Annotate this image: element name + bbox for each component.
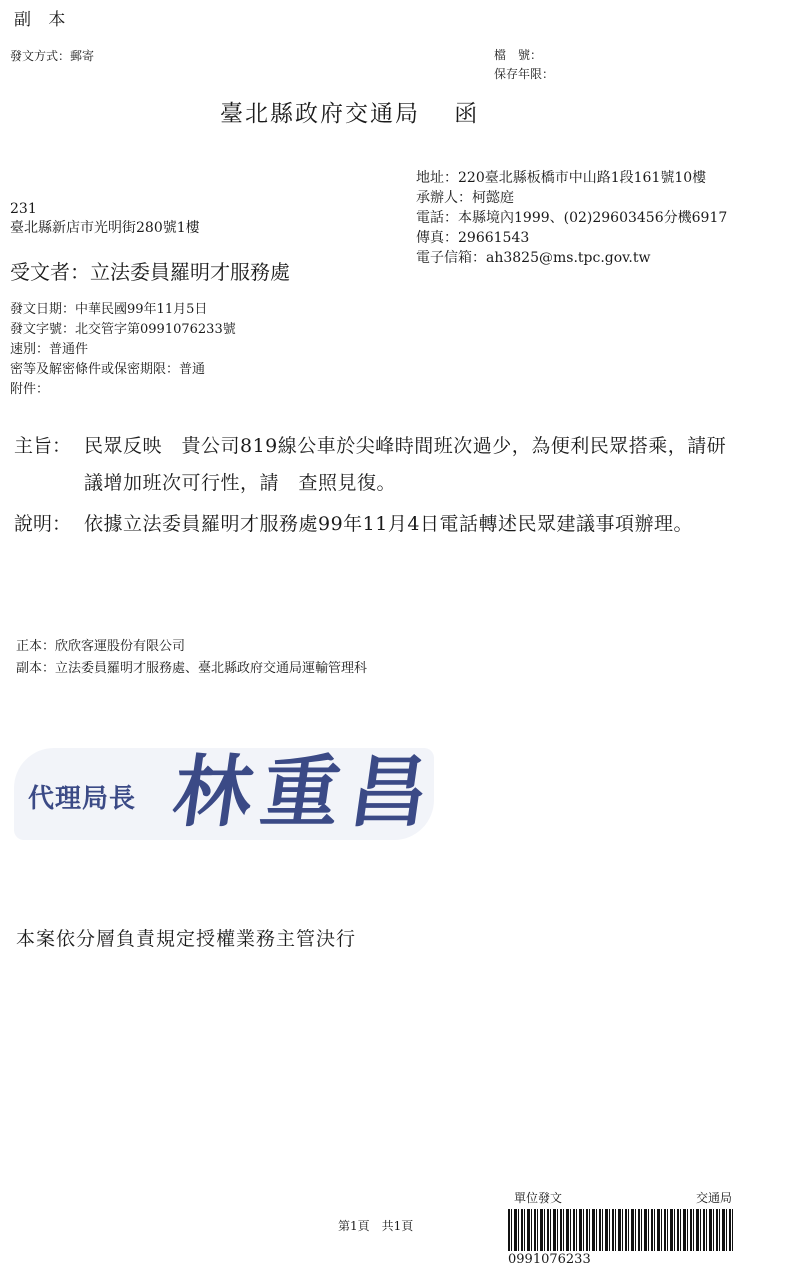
sender-fax: 傳真：29661543 xyxy=(416,230,530,246)
archive-block xyxy=(494,46,554,84)
barcode-number: 0991076233 xyxy=(508,1252,591,1267)
subject-label: 主旨： xyxy=(14,435,72,457)
sender-info xyxy=(416,168,727,268)
primary-recipient: 正本：欣欣客運股份有限公司 xyxy=(16,639,186,654)
signature-name: 林重昌 xyxy=(167,747,445,838)
copy-mark: 副 本 xyxy=(14,10,72,30)
security-level: 密等及解密條件或保密期限：普通 xyxy=(10,362,206,377)
description-paragraph xyxy=(14,506,744,543)
subject-text: 民眾反映 貴公司819線公車於尖峰時間班次過少，為便利民眾搭乘，請研議增加班次可行性，請 查照見復。 xyxy=(84,435,727,494)
unit-label: 單位發文 xyxy=(514,1191,563,1205)
signature-stamp xyxy=(14,738,445,848)
document-number: 發文字號：北交管字第0991076233號 xyxy=(10,322,236,337)
description-label: 說明： xyxy=(14,513,72,535)
archive-no-label: 檔 號： xyxy=(494,48,543,62)
barcode xyxy=(508,1209,734,1251)
sender-phone: 電話：本縣境內1999、(02)29603456分機6917 xyxy=(416,210,728,226)
barcode-box xyxy=(504,1190,736,1270)
issue-date: 發文日期：中華民國99年11月5日 xyxy=(10,302,208,317)
barcode-labels xyxy=(504,1190,736,1206)
page-info: 第1頁 共1頁 xyxy=(338,1219,414,1233)
sender-email: 電子信箱：ah3825@ms.tpc.gov.tw xyxy=(416,250,651,266)
signature-title: 代理局長 xyxy=(28,784,137,814)
carbon-copy: 副本：立法委員羅明才服務處、臺北縣政府交通局運輸管理科 xyxy=(16,661,368,676)
document-title: 臺北縣政府交通局 函 xyxy=(220,101,480,127)
distribution-block xyxy=(16,636,367,680)
meta-block xyxy=(10,300,236,400)
attachment: 附件： xyxy=(10,382,50,397)
retention-label: 保存年限： xyxy=(494,67,555,81)
sender-contact: 承辦人：柯懿庭 xyxy=(416,190,514,206)
sender-address: 地址：220臺北縣板橋市中山路1段161號10樓 xyxy=(416,170,707,186)
send-method: 發文方式：郵寄 xyxy=(10,49,95,63)
authorization-note: 本案依分層負責規定授權業務主管決行 xyxy=(16,928,357,950)
description-text: 依據立法委員羅明才服務處99年11月4日電話轉述民眾建議事項辦理。 xyxy=(84,513,693,535)
unit-name: 交通局 xyxy=(695,1191,732,1205)
subject-paragraph xyxy=(14,428,744,502)
recipient-line: 受文者：立法委員羅明才服務處 xyxy=(10,260,290,284)
recipient-postcode: 231 xyxy=(10,201,37,217)
delivery-speed: 速別：普通件 xyxy=(10,342,89,357)
recipient-address: 臺北縣新店市光明街280號1樓 xyxy=(10,220,200,236)
